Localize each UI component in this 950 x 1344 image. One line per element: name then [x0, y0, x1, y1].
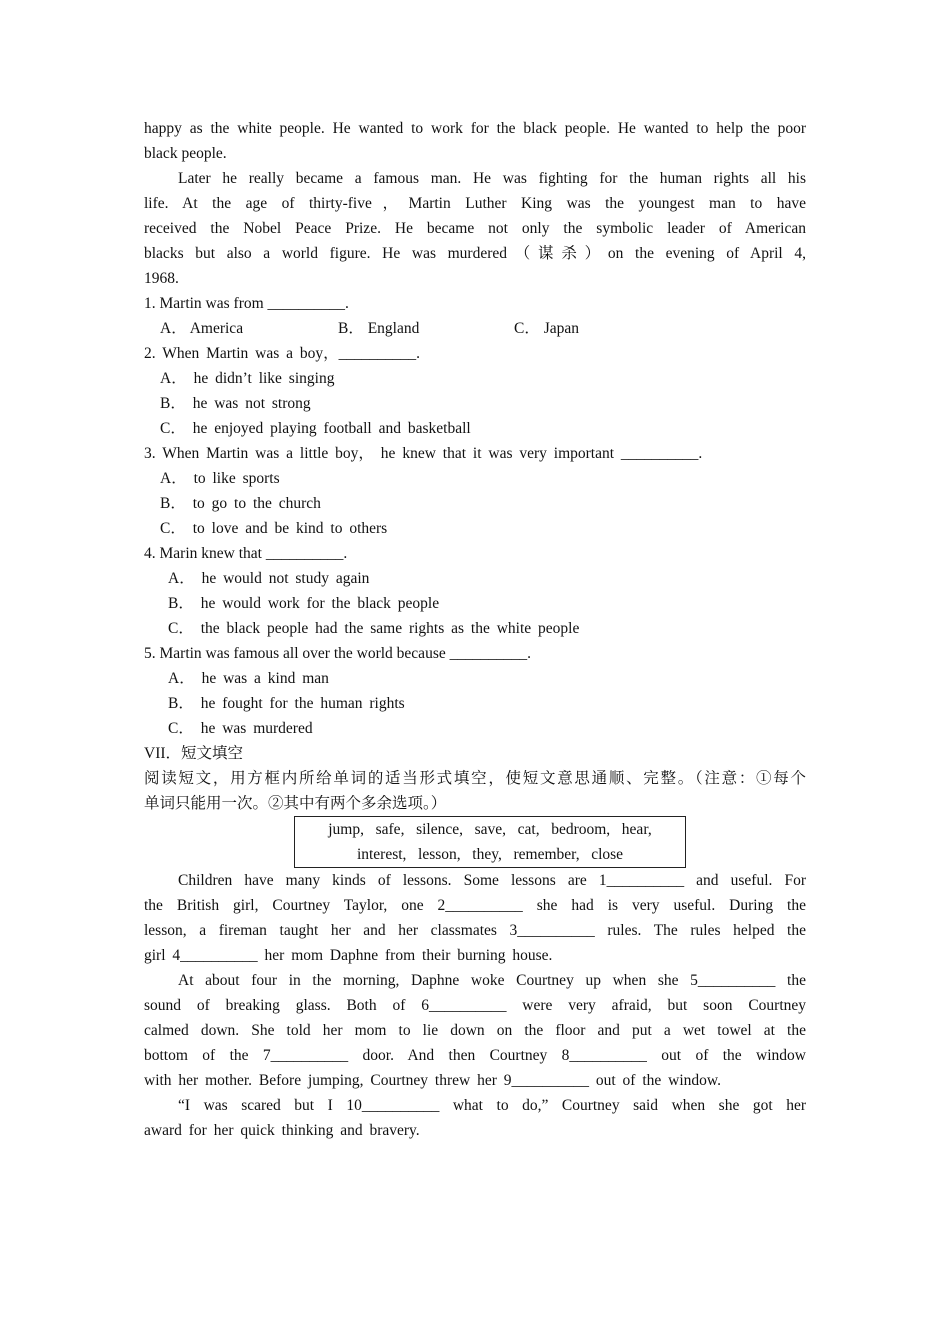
passage-line: black people. — [144, 145, 227, 162]
passage-line: At about four in the morning, Daphne woke Courtney up when she 5__________ the — [178, 972, 806, 989]
document-page — [144, 116, 806, 1143]
passage-line: award for her quick thinking and bravery. — [144, 1122, 420, 1139]
question-stem: 4. Marin knew that __________. — [144, 545, 348, 562]
question-stem: 2. When Martin was a boy，__________. — [144, 345, 421, 362]
passage-line: Children have many kinds of lessons. Some lessons are 1__________ and useful. For — [178, 872, 806, 889]
option-b: B． he fought for the human rights — [168, 695, 405, 712]
option-row — [144, 316, 806, 341]
passage-line: the British girl, Courtney Taylor, one 2__________ she had is very useful. During the — [144, 897, 806, 914]
word-bank-line: interest, lesson, they, remember, close — [356, 846, 624, 863]
question-2 — [144, 341, 806, 441]
option-b: B． he would work for the black people — [168, 595, 440, 612]
passage-line: received the Nobel Peace Prize. He became not only the symbolic leader of American — [144, 220, 806, 237]
passage-line: sound of breaking glass. Both of 6__________ were very afraid, but soon Courtney — [144, 997, 806, 1014]
passage-line: life. At the age of thirty-five，Martin Luther King was the youngest man to have — [144, 195, 806, 212]
passage-end — [144, 116, 806, 291]
word-bank-line: jump, safe, silence, save, cat, bedroom, hear, — [328, 821, 652, 838]
question-1 — [144, 291, 806, 341]
option-a: A． America — [160, 320, 244, 337]
option-a: A． he would not study again — [168, 570, 370, 587]
passage-line: “I was scared but I 10__________ what to do,” Courtney said when she got her — [178, 1097, 806, 1114]
option-c: C． the black people had the same rights as the white people — [168, 620, 580, 637]
option-c: C． Japan — [514, 320, 580, 337]
passage-line: happy as the white people. He wanted to work for the black people. He wanted to help the poor — [144, 120, 806, 137]
question-stem: 3. When Martin was a little boy， he knew that it was very important __________. — [144, 445, 703, 462]
question-stem: 1. Martin was from __________. — [144, 295, 349, 312]
passage-line: Later he really became a famous man. He was fighting for the human rights all his — [178, 170, 806, 187]
section-heading: VII．短文填空 — [144, 745, 244, 762]
option-a: A． to like sports — [160, 470, 280, 487]
option-c: C． to love and be kind to others — [160, 520, 388, 537]
passage-line: bottom of the 7__________ door. And then Courtney 8__________ out of the window — [144, 1047, 806, 1064]
option-b: B． to go to the church — [160, 495, 321, 512]
question-stem: 5. Martin was famous all over the world because __________. — [144, 645, 531, 662]
question-3 — [144, 441, 806, 541]
passage-line: lesson, a fireman taught her and her classmates 3__________ rules. The rules helped the — [144, 922, 806, 939]
option-c: C． he was murdered — [168, 720, 313, 737]
passage-line: with her mother. Before jumping, Courtney threw her 9__________ out of the window. — [144, 1072, 721, 1089]
cloze-passage — [144, 868, 806, 1143]
option-a: A． he was a kind man — [168, 670, 329, 687]
section-7 — [144, 741, 806, 1143]
passage-line: 1968. — [144, 270, 179, 287]
word-bank-box — [294, 816, 686, 868]
option-c: C． he enjoyed playing football and basketball — [160, 420, 471, 437]
passage-line: calmed down. She told her mom to lie down on the floor and put a wet towel at the — [144, 1022, 806, 1039]
option-b: B． he was not strong — [160, 395, 311, 412]
question-5 — [144, 641, 806, 741]
passage-line: blacks but also a world figure. He was murdered（谋杀）on the evening of April 4, — [144, 245, 806, 262]
section-instruction: 阅读短文，用方框内所给单词的适当形式填空，使短文意思通顺、完整。（注意：①每个 — [144, 770, 806, 787]
passage-line: girl 4__________ her mom Daphne from their burning house. — [144, 947, 553, 964]
question-4 — [144, 541, 806, 641]
section-instruction: 单词只能用一次。②其中有两个多余选项。） — [144, 795, 447, 812]
option-b: B． England — [338, 320, 420, 337]
option-a: A． he didn’t like singing — [160, 370, 335, 387]
